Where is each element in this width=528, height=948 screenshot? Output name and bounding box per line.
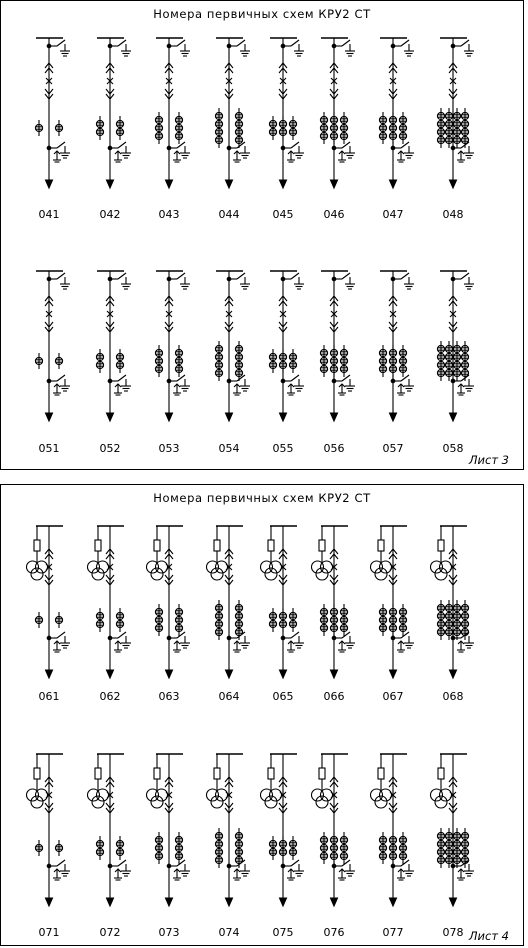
outgoing-arrow xyxy=(226,413,233,421)
ground-icon xyxy=(404,281,414,289)
voltage-transformer xyxy=(147,768,168,808)
earthing-switch xyxy=(108,142,131,162)
circuit-breaker xyxy=(279,296,287,332)
outgoing-arrow xyxy=(450,898,457,906)
voltage-transformer xyxy=(147,540,168,580)
ground-icon xyxy=(180,868,190,876)
ground-icon xyxy=(240,281,250,289)
ground-icon xyxy=(464,383,474,391)
ground-icon xyxy=(60,150,70,158)
ground-icon xyxy=(404,640,414,648)
circuit-breaker xyxy=(449,63,457,99)
ground-icon xyxy=(180,640,190,648)
outgoing-arrow xyxy=(107,413,114,421)
ground-icon xyxy=(294,383,304,391)
outgoing-arrow xyxy=(107,898,114,906)
scheme-code: 068 xyxy=(442,690,464,703)
ground-icon xyxy=(345,281,355,289)
earthing-switch xyxy=(391,273,414,289)
sheet-title: Номера первичных схем КРУ2 СТ xyxy=(153,491,371,505)
scheme-code: 057 xyxy=(382,442,404,455)
outgoing-arrow xyxy=(166,180,173,188)
voltage-transformer xyxy=(88,768,109,808)
outgoing-arrow xyxy=(107,180,114,188)
circuit-breaker xyxy=(330,63,338,99)
earthing-switch xyxy=(332,273,355,289)
scheme-code: 052 xyxy=(99,442,121,455)
scheme-code: 051 xyxy=(38,442,60,455)
scheme-code: 053 xyxy=(158,442,180,455)
scheme-5 xyxy=(312,754,356,906)
earthing-switch xyxy=(281,142,304,162)
circuit-breaker xyxy=(106,63,114,99)
scheme-code: 063 xyxy=(158,690,180,703)
ground-icon xyxy=(345,383,355,391)
outgoing-arrow xyxy=(46,670,53,678)
outgoing-arrow xyxy=(226,670,233,678)
circuit-breaker xyxy=(279,549,287,585)
earthing-switch xyxy=(108,273,131,289)
earthing-switch xyxy=(47,142,70,162)
earthing-switch xyxy=(281,375,304,395)
earthing-switch xyxy=(47,375,70,395)
earthing-switch xyxy=(281,273,304,289)
ground-icon xyxy=(60,48,70,56)
scheme-code: 071 xyxy=(38,926,60,939)
circuit-breaker xyxy=(449,296,457,332)
scheme-code: 072 xyxy=(99,926,121,939)
schematics-sheet-3 xyxy=(1,1,525,471)
voltage-transformer xyxy=(261,768,282,808)
scheme-0 xyxy=(35,38,70,188)
ground-icon xyxy=(345,48,355,56)
scheme-6 xyxy=(371,526,415,678)
earthing-switch xyxy=(451,375,474,395)
circuit-breaker xyxy=(449,777,457,813)
ground-icon xyxy=(464,48,474,56)
earthing-switch xyxy=(47,273,70,289)
scheme-0 xyxy=(35,271,70,421)
schematics-sheet-4 xyxy=(1,485,525,947)
circuit-breaker xyxy=(165,296,173,332)
outgoing-arrow xyxy=(390,898,397,906)
ground-icon xyxy=(180,281,190,289)
scheme-6 xyxy=(371,754,415,906)
voltage-transformer xyxy=(371,540,392,580)
circuit-breaker xyxy=(45,296,53,332)
sheet-title: Номера первичных схем КРУ2 СТ xyxy=(153,7,371,21)
scheme-code: 061 xyxy=(38,690,60,703)
ground-icon xyxy=(294,868,304,876)
scheme-3 xyxy=(207,526,251,678)
ground-icon xyxy=(121,48,131,56)
circuit-breaker xyxy=(165,777,173,813)
scheme-code: 041 xyxy=(38,208,60,221)
earthing-switch xyxy=(332,142,355,162)
outgoing-arrow xyxy=(107,670,114,678)
earthing-switch xyxy=(47,632,70,652)
scheme-4 xyxy=(269,38,304,188)
earthing-switch xyxy=(227,273,250,289)
ground-icon xyxy=(121,383,131,391)
scheme-code: 066 xyxy=(323,690,345,703)
scheme-code: 073 xyxy=(158,926,180,939)
outgoing-arrow xyxy=(166,413,173,421)
earthing-switch xyxy=(281,860,304,880)
scheme-code: 046 xyxy=(323,208,345,221)
circuit-breaker xyxy=(225,296,233,332)
outgoing-arrow xyxy=(331,413,338,421)
circuit-breaker xyxy=(449,549,457,585)
outgoing-arrow xyxy=(280,413,287,421)
scheme-code: 056 xyxy=(323,442,345,455)
outgoing-arrow xyxy=(46,413,53,421)
outgoing-arrow xyxy=(46,180,53,188)
voltage-transformer xyxy=(27,768,48,808)
ground-icon xyxy=(240,640,250,648)
outgoing-arrow xyxy=(280,180,287,188)
circuit-breaker xyxy=(165,63,173,99)
scheme-code: 067 xyxy=(382,690,404,703)
voltage-transformer xyxy=(207,768,228,808)
scheme-code: 074 xyxy=(218,926,240,939)
voltage-transformer xyxy=(431,540,452,580)
ground-icon xyxy=(180,383,190,391)
outgoing-arrow xyxy=(331,180,338,188)
outgoing-arrow xyxy=(166,898,173,906)
earthing-switch xyxy=(332,375,355,395)
circuit-breaker xyxy=(330,777,338,813)
earthing-switch xyxy=(281,632,304,652)
scheme-1 xyxy=(96,38,131,188)
voltage-transformer xyxy=(431,768,452,808)
scheme-2 xyxy=(155,38,190,188)
scheme-code: 042 xyxy=(99,208,121,221)
voltage-transformer xyxy=(27,540,48,580)
outgoing-arrow xyxy=(390,413,397,421)
ground-icon xyxy=(121,868,131,876)
ground-icon xyxy=(404,383,414,391)
scheme-code: 047 xyxy=(382,208,404,221)
scheme-1 xyxy=(88,754,132,906)
outgoing-arrow xyxy=(280,898,287,906)
scheme-0 xyxy=(27,526,71,678)
circuit-breaker xyxy=(389,296,397,332)
voltage-transformer xyxy=(312,768,333,808)
ground-icon xyxy=(294,281,304,289)
earthing-switch xyxy=(227,40,250,56)
voltage-transformer xyxy=(88,540,109,580)
voltage-transformer xyxy=(312,540,333,580)
circuit-breaker xyxy=(330,549,338,585)
ground-icon xyxy=(404,868,414,876)
ground-icon xyxy=(345,640,355,648)
earthing-switch xyxy=(281,40,304,56)
scheme-0 xyxy=(27,754,71,906)
ground-icon xyxy=(294,48,304,56)
scheme-code: 078 xyxy=(442,926,464,939)
earthing-switch xyxy=(451,273,474,289)
ground-icon xyxy=(464,640,474,648)
ground-icon xyxy=(121,640,131,648)
earthing-switch xyxy=(167,40,190,56)
outgoing-arrow xyxy=(450,180,457,188)
scheme-code: 043 xyxy=(158,208,180,221)
outgoing-arrow xyxy=(226,180,233,188)
scheme-2 xyxy=(147,754,191,906)
scheme-1 xyxy=(96,271,131,421)
earthing-switch xyxy=(108,40,131,56)
circuit-breaker xyxy=(106,777,114,813)
scheme-6 xyxy=(379,38,414,188)
sheet-number: Лист 4 xyxy=(468,929,509,943)
scheme-7 xyxy=(437,271,474,421)
circuit-breaker xyxy=(225,549,233,585)
scheme-code: 076 xyxy=(323,926,345,939)
voltage-transformer xyxy=(261,540,282,580)
earthing-switch xyxy=(47,860,70,880)
scheme-code: 062 xyxy=(99,690,121,703)
ground-icon xyxy=(60,868,70,876)
outgoing-arrow xyxy=(331,670,338,678)
scheme-4 xyxy=(261,526,305,678)
ground-icon xyxy=(404,150,414,158)
scheme-code: 044 xyxy=(218,208,240,221)
ground-icon xyxy=(121,281,131,289)
outgoing-arrow xyxy=(331,898,338,906)
circuit-breaker xyxy=(389,777,397,813)
circuit-breaker xyxy=(106,549,114,585)
earthing-switch xyxy=(391,375,414,395)
scheme-code: 048 xyxy=(442,208,464,221)
earthing-switch xyxy=(108,860,131,880)
scheme-2 xyxy=(155,271,190,421)
circuit-breaker xyxy=(225,777,233,813)
circuit-breaker xyxy=(279,63,287,99)
ground-icon xyxy=(60,383,70,391)
circuit-breaker xyxy=(389,63,397,99)
ground-icon xyxy=(240,868,250,876)
scheme-code: 077 xyxy=(382,926,404,939)
scheme-5 xyxy=(320,271,355,421)
earthing-switch xyxy=(167,142,190,162)
scheme-7 xyxy=(437,38,474,188)
earthing-switch xyxy=(167,375,190,395)
ground-icon xyxy=(345,868,355,876)
ground-icon xyxy=(464,281,474,289)
scheme-code: 054 xyxy=(218,442,240,455)
earthing-switch xyxy=(391,142,414,162)
circuit-breaker xyxy=(45,63,53,99)
scheme-5 xyxy=(312,526,356,678)
scheme-6 xyxy=(379,271,414,421)
outgoing-arrow xyxy=(280,670,287,678)
scheme-code: 065 xyxy=(272,690,294,703)
outgoing-arrow xyxy=(46,898,53,906)
circuit-breaker xyxy=(106,296,114,332)
sheet-number: Лист 3 xyxy=(468,453,509,467)
outgoing-arrow xyxy=(226,898,233,906)
ground-icon xyxy=(464,150,474,158)
earthing-switch xyxy=(451,142,474,162)
circuit-breaker xyxy=(279,777,287,813)
circuit-breaker xyxy=(45,777,53,813)
scheme-3 xyxy=(207,754,251,906)
outgoing-arrow xyxy=(166,670,173,678)
circuit-breaker xyxy=(389,549,397,585)
earthing-switch xyxy=(391,40,414,56)
ground-icon xyxy=(180,150,190,158)
ground-icon xyxy=(404,48,414,56)
scheme-3 xyxy=(215,38,250,188)
ground-icon xyxy=(294,150,304,158)
scheme-code: 075 xyxy=(272,926,294,939)
circuit-breaker xyxy=(330,296,338,332)
scheme-5 xyxy=(320,38,355,188)
outgoing-arrow xyxy=(450,413,457,421)
voltage-transformer xyxy=(207,540,228,580)
ground-icon xyxy=(345,150,355,158)
voltage-transformer xyxy=(371,768,392,808)
earthing-switch xyxy=(451,40,474,56)
scheme-4 xyxy=(261,754,305,906)
scheme-1 xyxy=(88,526,132,678)
circuit-breaker xyxy=(225,63,233,99)
ground-icon xyxy=(60,281,70,289)
outgoing-arrow xyxy=(390,670,397,678)
earthing-switch xyxy=(47,40,70,56)
scheme-code: 058 xyxy=(442,442,464,455)
scheme-7 xyxy=(431,754,475,906)
sheet-4 xyxy=(0,484,524,946)
ground-icon xyxy=(240,150,250,158)
scheme-code: 055 xyxy=(272,442,294,455)
outgoing-arrow xyxy=(390,180,397,188)
sheet-3 xyxy=(0,0,524,470)
scheme-code: 064 xyxy=(218,690,240,703)
ground-icon xyxy=(60,640,70,648)
ground-icon xyxy=(240,383,250,391)
ground-icon xyxy=(294,640,304,648)
earthing-switch xyxy=(332,40,355,56)
circuit-breaker xyxy=(165,549,173,585)
ground-icon xyxy=(464,868,474,876)
outgoing-arrow xyxy=(450,670,457,678)
earthing-switch xyxy=(108,632,131,652)
circuit-breaker xyxy=(45,549,53,585)
scheme-4 xyxy=(269,271,304,421)
earthing-switch xyxy=(108,375,131,395)
scheme-2 xyxy=(147,526,191,678)
scheme-3 xyxy=(215,271,250,421)
ground-icon xyxy=(240,48,250,56)
scheme-code: 045 xyxy=(272,208,294,221)
ground-icon xyxy=(180,48,190,56)
scheme-7 xyxy=(431,526,475,678)
earthing-switch xyxy=(167,273,190,289)
ground-icon xyxy=(121,150,131,158)
